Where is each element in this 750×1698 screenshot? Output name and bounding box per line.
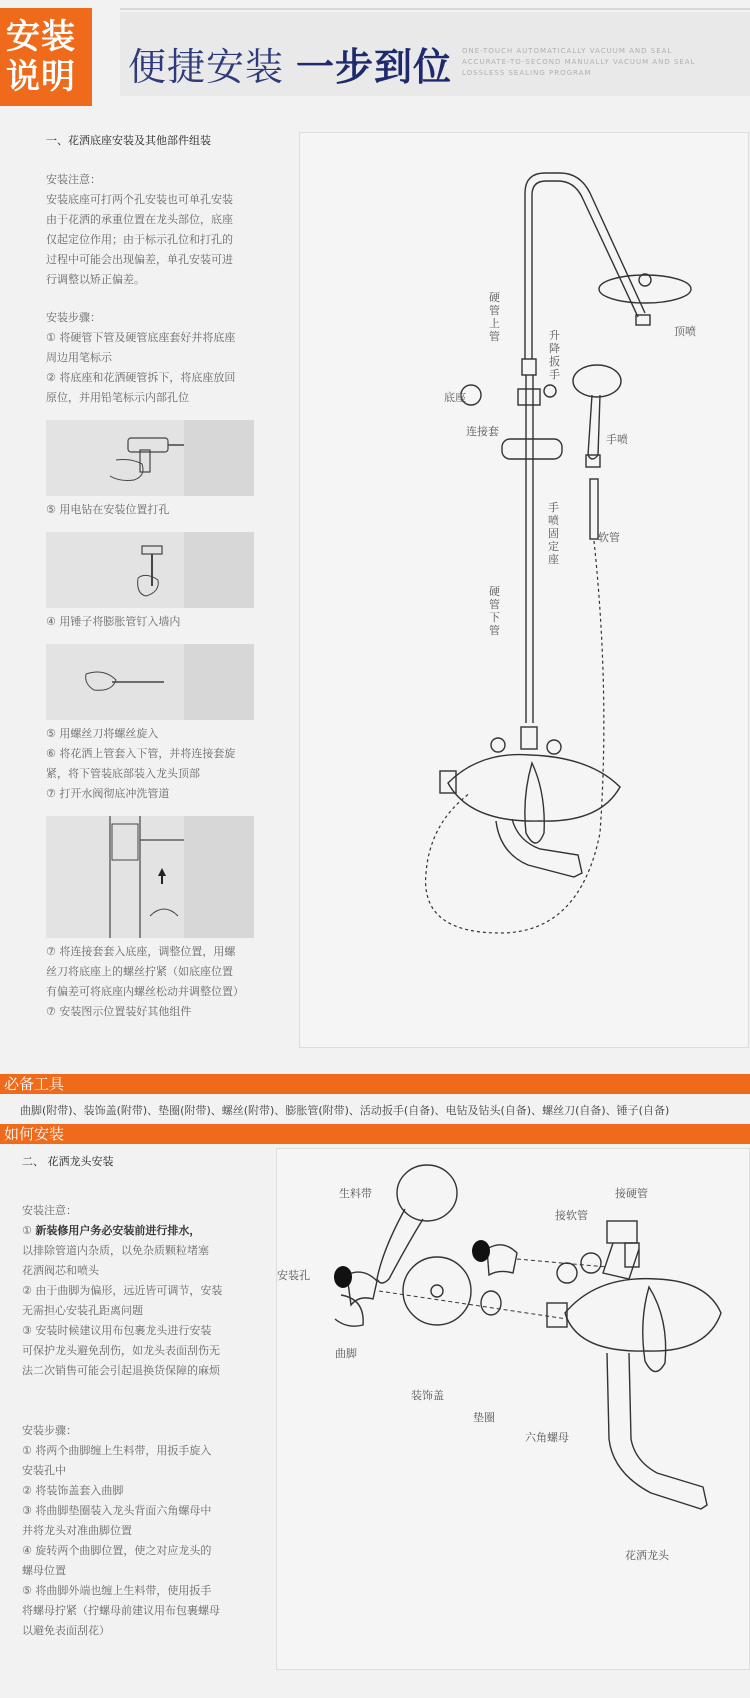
- step-line: 周边用笔标示: [46, 351, 112, 364]
- base-illustration: [46, 816, 254, 938]
- step-line: 将螺母拧紧（拧螺母前建议用布包裹螺母: [22, 1604, 220, 1617]
- label-tape: 生料带: [339, 1187, 372, 1200]
- step-line: ④ 旋转两个曲脚位置，使之对应龙头的: [22, 1544, 212, 1557]
- note-line: 过程中可能会出现偏差，单孔安装可进: [46, 253, 233, 266]
- shower-column-drawing: [300, 133, 750, 1049]
- step-line: 螺母位置: [22, 1564, 66, 1577]
- faucet-exploded-drawing: [277, 1149, 750, 1671]
- note-line: 行调整以矫正偏差。: [46, 273, 145, 286]
- badge-line1: 安装: [6, 17, 76, 57]
- step-line: ⑥ 将花洒上管套入下管，并将连接套旋: [46, 747, 236, 760]
- label-cover: 装饰盖: [411, 1389, 444, 1402]
- step-line: 安装孔中: [22, 1464, 66, 1477]
- title-bold: 一步到位: [296, 45, 453, 89]
- faucet-diagram: [276, 1148, 750, 1670]
- step-line: 并将龙头对准曲脚位置: [22, 1524, 132, 1537]
- label-hose: 软管: [598, 531, 620, 544]
- section1-notes: [46, 170, 266, 408]
- how-bar: [0, 1124, 750, 1144]
- note-bold: 新装修用户务必安装前进行排水，: [35, 1224, 201, 1237]
- tools-bar: [0, 1074, 750, 1094]
- label-holder: 手喷固定座: [548, 501, 559, 566]
- label-connector: 连接套: [466, 425, 499, 438]
- step-line: ② 将装饰盖套入曲脚: [22, 1484, 124, 1497]
- screwdriver-illustration: [46, 644, 254, 720]
- step-line: 有偏差可将底座内螺丝松动并调整位置）: [46, 985, 244, 998]
- label-elbow: 曲脚: [335, 1347, 357, 1360]
- note-line: ③ 安装时候建议用布包裹龙头进行安装: [22, 1324, 212, 1337]
- label-base: 底座: [444, 391, 466, 404]
- shower-diagram: [299, 132, 749, 1048]
- step-line: ⑦ 安装图示位置装好其他组件: [46, 1005, 192, 1018]
- header-english: [462, 46, 742, 79]
- step-line: ② 将底座和花洒硬管拆下，将底座放回: [46, 371, 236, 384]
- note-line: 仅起定位作用；由于标示孔位和打孔的: [46, 233, 233, 246]
- hammer-illustration: [46, 532, 254, 608]
- page-title: [128, 36, 452, 91]
- label-hole: 安装孔: [277, 1269, 310, 1282]
- note-line: [22, 1221, 254, 1241]
- step-line: 以避免表面刮花）: [22, 1624, 110, 1637]
- section2-notes: [22, 1201, 254, 1641]
- note-line: 以排除管道内杂质，以免杂质颗粒堵塞: [22, 1244, 209, 1257]
- label-lower-pipe: 硬管下管: [489, 585, 500, 637]
- how-title: 如何安装: [4, 1125, 65, 1143]
- badge-line2: 说明: [6, 57, 76, 97]
- note-line: 可保护龙头避免刮伤，如龙头表面刮伤无: [22, 1344, 220, 1357]
- steps-title: 安装步骤：: [22, 1424, 77, 1437]
- label-faucet: 花洒龙头: [625, 1549, 669, 1562]
- label-lift-handle: 升降扳手: [549, 329, 560, 381]
- step-line: ⑤ 将曲脚外端也缠上生料带，使用扳手: [22, 1584, 212, 1597]
- step-line: 丝刀将底座上的螺丝拧紧（如底座位置: [46, 965, 233, 978]
- note-line: ② 由于曲脚为偏形，远近皆可调节，安装: [22, 1284, 223, 1297]
- title-main: 便捷安装: [128, 45, 285, 89]
- section2: [22, 1153, 254, 1641]
- step-line: ③ 将曲脚垫圈装入龙头背面六角螺母中: [22, 1504, 212, 1517]
- header-badge: [0, 8, 92, 106]
- step-line: 紧，将下管装底部装入龙头顶部: [46, 767, 200, 780]
- notes-title: 安装注意：: [46, 173, 101, 186]
- section1: [46, 132, 266, 1022]
- note-line: 安装底座可打两个孔安装也可单孔安装: [46, 193, 233, 206]
- label-top-spray: 顶喷: [674, 325, 696, 338]
- steps-title: 安装步骤：: [46, 311, 101, 324]
- step-line: ⑤ 用螺丝刀将螺丝旋入: [46, 727, 159, 740]
- note-line: 花洒阀芯和喷头: [22, 1264, 99, 1277]
- note-line: 无需担心安装孔距离问题: [22, 1304, 143, 1317]
- section1-steps-c: [46, 942, 266, 1022]
- eng-line2: ACCURATE-TO-SECOND MANUALLY VACUUM AND SEAL: [462, 58, 696, 66]
- label-hex-nut: 六角螺母: [525, 1431, 569, 1444]
- label-hose: 接软管: [555, 1209, 588, 1222]
- header: [0, 0, 750, 110]
- step4-caption: ④ 用锤子将膨胀管钉入墙内: [46, 615, 181, 628]
- tools-title: 必备工具: [4, 1075, 65, 1093]
- eng-line1: ONE-TOUCH AUTOMATICALLY VACUUM AND SEAL: [462, 47, 673, 55]
- label-hard-pipe: 接硬管: [615, 1187, 648, 1200]
- label-hand-spray: 手喷: [606, 433, 628, 446]
- step3-caption: ⑤ 用电钻在安装位置打孔: [46, 503, 170, 516]
- section1-steps-b: [46, 724, 266, 804]
- step-line: ① 将两个曲脚缠上生料带，用扳手旋入: [22, 1444, 212, 1457]
- label-gasket: 垫圈: [473, 1411, 495, 1424]
- tools-list: 曲脚(附带)、装饰盖(附带)、垫圈(附带)、螺丝(附带)、膨胀管(附带)、活动扳手(自备)、电钻及钻头(自备)、螺丝刀(自备)、锤子(自备): [20, 1104, 670, 1117]
- note-line: 法二次销售可能会引起退换货保障的麻烦: [22, 1364, 220, 1377]
- header-divider: [120, 8, 750, 10]
- notes-title: 安装注意：: [22, 1204, 77, 1217]
- note-line: 由于花洒的承重位置在龙头部位，底座: [46, 213, 233, 226]
- step-line: ⑦ 打开水阀彻底冲洗管道: [46, 787, 170, 800]
- eng-line3: LOSSLESS SEALING PROGRAM: [462, 69, 592, 77]
- section1-title: 一、花洒底座安装及其他部件组装: [46, 134, 211, 147]
- label-upper-pipe: 硬管上管: [489, 291, 500, 343]
- step-line: ⑦ 将连接套套入底座，调整位置，用螺: [46, 945, 236, 958]
- note-prefix: ①: [22, 1224, 36, 1237]
- step-line: ① 将硬管下管及硬管底座套好并将底座: [46, 331, 236, 344]
- drill-illustration: [46, 420, 254, 496]
- section2-title: 二、 花洒龙头安装: [22, 1155, 114, 1168]
- step-line: 原位，并用铅笔标示内部孔位: [46, 391, 189, 404]
